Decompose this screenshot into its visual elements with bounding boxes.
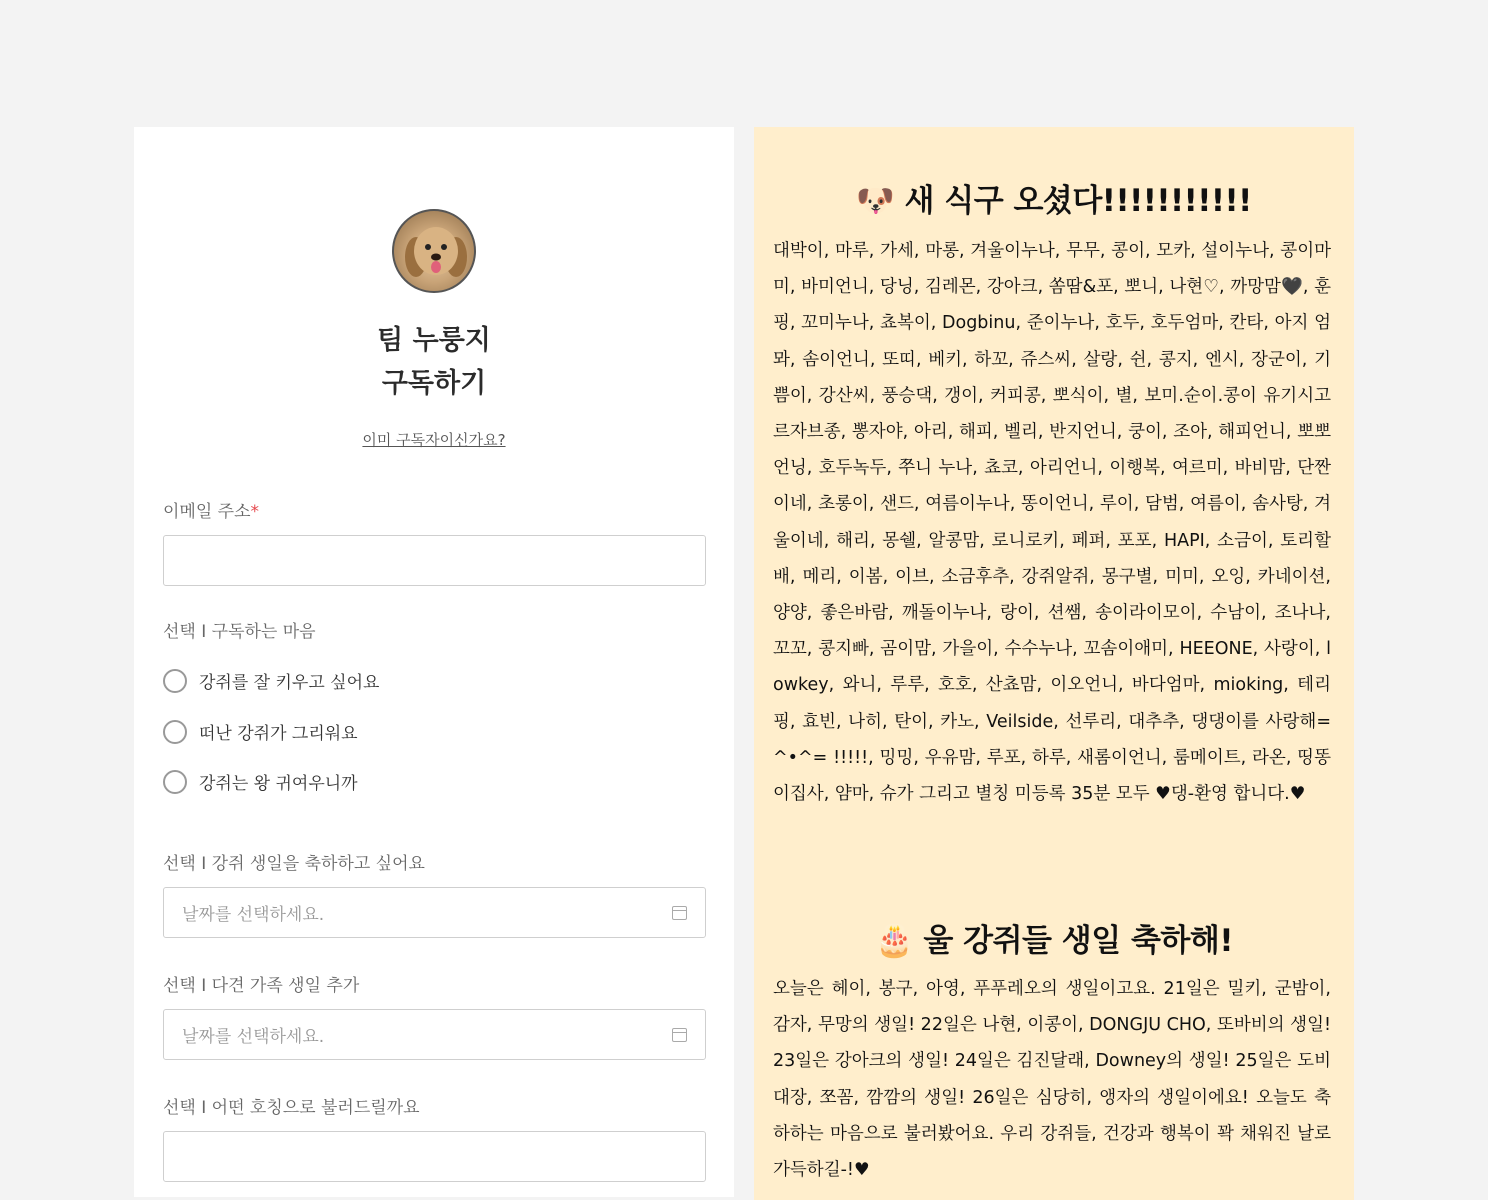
form-title-line1: 팀 누룽지: [377, 325, 491, 356]
family-birthday-date-input[interactable]: [163, 1009, 706, 1060]
radio-circle-icon[interactable]: [163, 669, 187, 693]
nickname-label: 선택 I 어떤 호칭으로 불러드릴까요: [163, 1098, 420, 1118]
calendar-icon[interactable]: [672, 906, 687, 920]
birthday-date-input[interactable]: [163, 887, 706, 938]
team-avatar: [392, 209, 476, 293]
heart-option-label: 떠난 강쥐가 그리워요: [199, 724, 358, 744]
newsletter-content: [754, 127, 1354, 1200]
heart-option-3[interactable]: [163, 769, 358, 794]
radio-circle-icon[interactable]: [163, 770, 187, 794]
nickname-input[interactable]: [163, 1131, 706, 1182]
heart-label: 선택 I 구독하는 마음: [163, 622, 316, 642]
birthday-heading: 🎂 울 강쥐들 생일 축하해!: [875, 923, 1233, 959]
heart-option-label: 강쥐는 왕 귀여우니까: [199, 774, 358, 794]
heart-option-2[interactable]: [163, 719, 358, 744]
birthday-label: 선택 I 강쥐 생일을 축하하고 싶어요: [163, 854, 425, 874]
form-title: [134, 319, 734, 405]
already-subscriber-link[interactable]: 이미 구독자이신가요?: [362, 431, 506, 449]
calendar-icon[interactable]: [672, 1028, 687, 1042]
email-label-text: 이메일 주소: [163, 502, 251, 522]
family-birthday-placeholder: 날짜를 선택하세요.: [182, 1027, 325, 1047]
email-label: [163, 497, 259, 522]
form-title-line2: 구독하기: [381, 368, 487, 399]
birthday-date-placeholder: 날짜를 선택하세요.: [182, 905, 325, 925]
required-mark: *: [250, 502, 260, 522]
heart-option-label: 강쥐를 잘 키우고 싶어요: [199, 673, 380, 693]
heart-option-1[interactable]: [163, 668, 379, 693]
radio-circle-icon[interactable]: [163, 720, 187, 744]
welcome-body: 대박이, 마루, 가세, 마롱, 겨울이누나, 무무, 콩이, 모카, 설이누나, 콩이마미, 바미언니, 당닝, 김레몬, 강아크, 쏨땀&포, 뽀니, 나현♡, 까망맘🖤, 훈핑, 꼬미누나, 쵸복이, Dogbinu, 준이누나, 호두, 호두엄마, 칸타, 아지 엄뫄, 솜이언니, 또띠, 베키, 하꼬, 쥬스씨, 살랑, 쉰, 콩지, 엔시, 장군이, 기쁨이, 강산씨, 풍승댁, 갱이, 커피콩, 뽀식이, 별, 보미.순이.콩이 유기시고르자브종, 뽕자야, 아리, 해피, 벨리, 반지언니, 쿵이, 조아, 해피언니, 뽀뽀언닝, 호두녹두, 쭈니 누나, 쵸코, 아리언니, 이행복, 여르미, 바비맘, 단짠이네, 초롱이, 샌드, 여름이누나, 똥이언니, 루이, 담범, 여름이, 솜사탕, 겨울이네, 해리, 몽쉘, 알콩맘, 로니로키, 페퍼, 포포, HAPI, 소금이, 토리할배, 메리, 이봄, 이브, 소금후추, 강쥐알쥐, 몽구별, 미미, 오잉, 카네이션, 양양, 좋은바람, 깨돌이누나, 랑이, 션쌤, 송이라이모이, 수남이, 조나나, 꼬꼬, 콩지빠, 곰이맘, 가을이, 수수누나, 꼬솜이애미, HEEONE, 사랑이, lowkey, 와니, 루루, 호호, 산쵸맘, 이오언니, 바다엄마, mioking, 테리핑, 효빈, 나히, 탄이, 카노, Veilside, 선루리, 대추추, 댕댕이를 사랑해=^•^= !!!!!, 밍밍, 우유맘, 루포, 하루, 새롬이언니, 룸메이트, 라온, 띵똥이집사, 얌마, 슈가 그리고 별칭 미등록 35분 모두 ♥댕-환영 합니다.♥: [773, 241, 1331, 805]
subscribe-form: [134, 127, 734, 1197]
birthday-body: 오늘은 헤이, 봉구, 아영, 푸푸레오의 생일이고요. 21일은 밀키, 군밤이, 감자, 무망의 생일! 22일은 나현, 이콩이, DONGJU CHO, 또바비의 생일! 23일은 강아크의 생일! 24일은 김진달래, Downey의 생일! 25일은 도비대장, 쪼꼼, 깜깜의 생일! 26일은 심당히, 앵자의 생일이에요! 오늘도 축하하는 마음으로 불러봤어요. 우리 강쥐들, 건강과 행복이 꽉 채워진 날로 가득하길-!♥: [773, 979, 1331, 1181]
email-input[interactable]: [163, 535, 706, 586]
dog-avatar-icon: [394, 211, 476, 293]
family-birthday-label: 선택 I 다견 가족 생일 추가: [163, 976, 360, 996]
welcome-heading: 🐶 새 식구 오셨다!!!!!!!!!!!: [856, 183, 1252, 219]
